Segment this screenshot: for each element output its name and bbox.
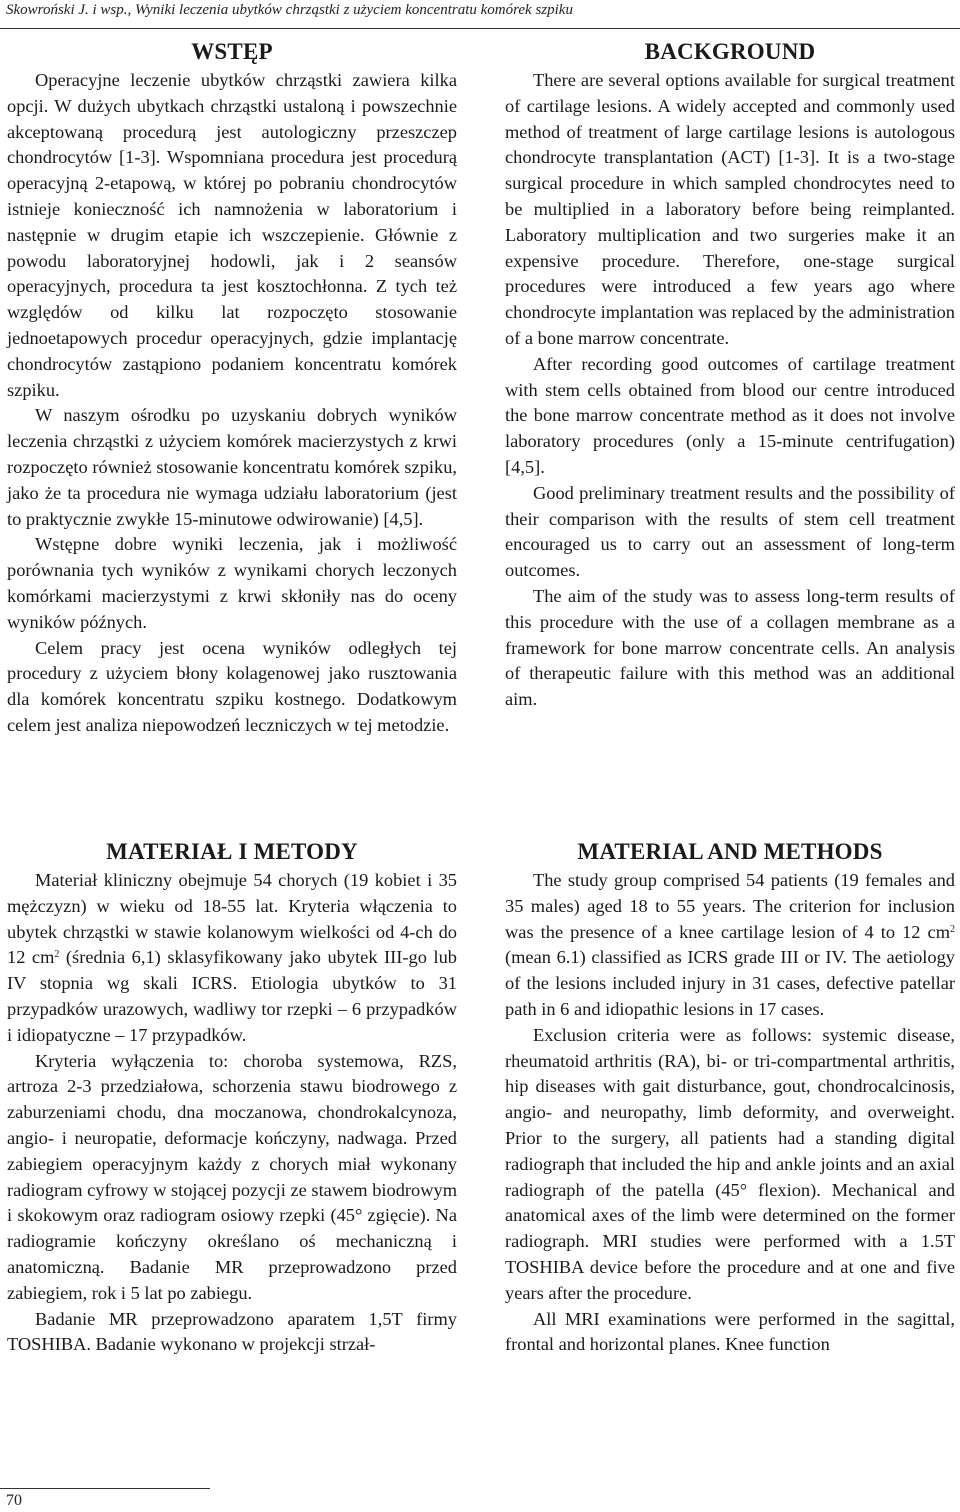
english-background-paragraph: There are several options available for surgical treatment of cartilage lesions. A widely accepted and commonly used method of treatment of large cartilage lesions is autologous chondrocyte transplantation (ACT) [1-3]. It is a two-stage surgical procedure in which sampled chondrocytes need to be multiplied in a laboratory before being reimplanted. Laboratory multiplication and two surgeries make it an expensive procedure. Therefore, one-stage surgical procedures were introduced a few years ago where chondrocyte implantation was replaced by the administration of a bone marrow concentrate. — [505, 70, 955, 348]
footer-rule — [0, 1488, 210, 1489]
english-methods-text: (mean 6.1) classified as ICRS grade III or IV. The aetiology of the lesions included injury in 31 cases, defective patellar path in 6 and idiopathic lesions in 17 cases. — [505, 947, 955, 1019]
english-methods-paragraph: Exclusion criteria were as follows: systemic disease, rheumatoid arthritis (RA), bi- or tri-compartmental arthritis, hip diseases with gait disturbance, gout, chondrocalcinosis, angio- and neuropathy, limb deformity, and overweight. Prior to the surgery, all patients had a standing digital radiograph that included the hip and ankle joints and an axial radiograph of the patella (45° flexion). Mechanical and anatomical axes of the limb were determined on the former radiograph. MRI studies were performed with a 1.5T TOSHIBA device before the procedure and at one and five years after the procedure. — [505, 1024, 955, 1303]
english-background-paragraph: Good preliminary treatment results and the possibility of their comparison with the results of stem cell treatment encouraged us to carry out an assessment of long-term outcomes. — [505, 482, 955, 581]
english-methods-paragraph: All MRI examinations were performed in the sagittal, frontal and horizontal planes. Knee function — [505, 1308, 955, 1355]
polish-intro-paragraph: Wstępne dobre wyniki leczenia, jak i możliwość porównania tych wyników z wynikami chorych leczonych komórkami macierzystymi z krwi skłoniły nas do oceny wyników późnych. — [7, 534, 457, 632]
english-background-paragraph: After recording good outcomes of cartilage treatment with stem cells obtained from blood our centre introduced the bone marrow concentrate method as it does not involve laboratory procedures (only a 15-minute centrifugation) [4,5]. — [505, 353, 955, 477]
polish-intro-paragraph: Celem pracy jest ocena wyników odległych tej procedury z użyciem błony kolagenowej jako rusztowania dla komórek koncentratu szpiku kostnego. Dodatkowym celem jest analiza niepowodzeń leczniczych w tej metodzie. — [7, 637, 457, 735]
english-methods-heading: MATERIAL AND METHODS — [577, 839, 883, 864]
polish-methods-text: Materiał kliniczny obejmuje 54 chorych (19 kobiet i 35 mężczyzn) w wieku od 18-55 lat. Kryteria włączenia to ubytek chrząstki w stawie kolanowym wielkości od 4-ch do 12 cm — [7, 870, 457, 968]
polish-intro-heading: WSTĘP — [191, 39, 273, 64]
polish-methods-paragraph: Badanie MR przeprowadzono aparatem 1,5T firmy TOSHIBA. Badanie wykonano w projekcji strzał- — [7, 1308, 457, 1355]
polish-methods-text: (średnia 6,1) sklasyfikowany jako ubytek III-go lub IV stopnia wg skali ICRS. Etiologia ubytków to 31 przypadków urazowych, wadliwy tor rzepki – 6 przypadków i idiopatyczne – 17 przypadków. — [7, 947, 457, 1045]
english-methods-section — [505, 838, 955, 1358]
page-number: 70 — [6, 1492, 22, 1509]
polish-methods-paragraph — [7, 868, 457, 1049]
english-methods-paragraph — [505, 868, 955, 1023]
polish-methods-section — [7, 838, 457, 1358]
english-methods-text: The study group comprised 54 patients (19 females and 35 males) aged 18 to 55 years. The criterion for inclusion was the presence of a knee cartilage lesion of 4 to 12 cm — [505, 870, 955, 942]
squared-superscript: 2 — [950, 923, 955, 935]
polish-methods-heading: MATERIAŁ I METODY — [106, 839, 358, 864]
english-background-paragraph: The aim of the study was to assess long-term results of this procedure with the use of a collagen membrane as a framework for bone marrow concentrate cells. An analysis of therapeutic failure with this method was an additional aim. — [505, 585, 955, 710]
polish-methods-paragraph: Kryteria wyłączenia to: choroba systemowa, RZS, artroza 2-3 przedziałowa, schorzenia stawu biodrowego z zaburzeniami chodu, dna moczanowa, chondrokalcynoza, angio- i neuropatie, deformacje kończyny, nadwaga. Przed zabiegiem operacyjnym każdy z chorych miał wykonany radiogram cyfrowy w stojącej pozycji ze stawem biodrowym i skokowym oraz radiogram osiowy rzepki (45° zgięcie). Na radiogramie kończyny określano oś mechaniczną i anatomiczną. Badanie MR przeprowadzono przed zabiegiem, rok i 5 lat po zabiegu. — [7, 1050, 457, 1303]
polish-intro-section — [7, 38, 457, 739]
polish-intro-paragraph: Operacyjne leczenie ubytków chrząstki zawiera kilka opcji. W dużych ubytkach chrząstki ustaloną i powszechnie akceptowaną procedurą jest autologiczny przeszczep chondrocytów [1-3]. Wspomniana procedura jest procedurą operacyjną 2-etapową, w której po pobraniu chondrocytów istnieje konieczność ich namnożenia w laboratorium i następnie w drugim etapie ich wszczepienie. Głównie z powodu laboratoryjnej hodowli, jak i 2 seansów operacyjnych, procedura ta jest kosztochłonna. Z tych też względów od kilku lat rozpoczęto stosowanie jednoetapowych procedur operacyjnych, gdzie implantację chondrocytów zastąpiono podaniem koncentratu komórek szpiku. — [7, 70, 457, 400]
english-background-section — [505, 38, 955, 713]
squared-superscript: 2 — [54, 949, 60, 961]
polish-intro-paragraph: W naszym ośrodku po uzyskaniu dobrych wyników leczenia chrząstki z użyciem komórek macierzystych z krwi rozpoczęto również stosowanie koncentratu komórek szpiku, jako że ta procedura nie wymaga udziału laboratorium (jest to praktycznie zwykłe 15-minutowe odwirowanie) [4,5]. — [7, 405, 457, 529]
header-rule — [0, 28, 960, 29]
running-header: Skowroński J. i wsp., Wyniki leczenia ubytków chrząstki z użyciem koncentratu komórek szpiku — [6, 2, 573, 18]
english-background-heading: BACKGROUND — [644, 39, 816, 64]
